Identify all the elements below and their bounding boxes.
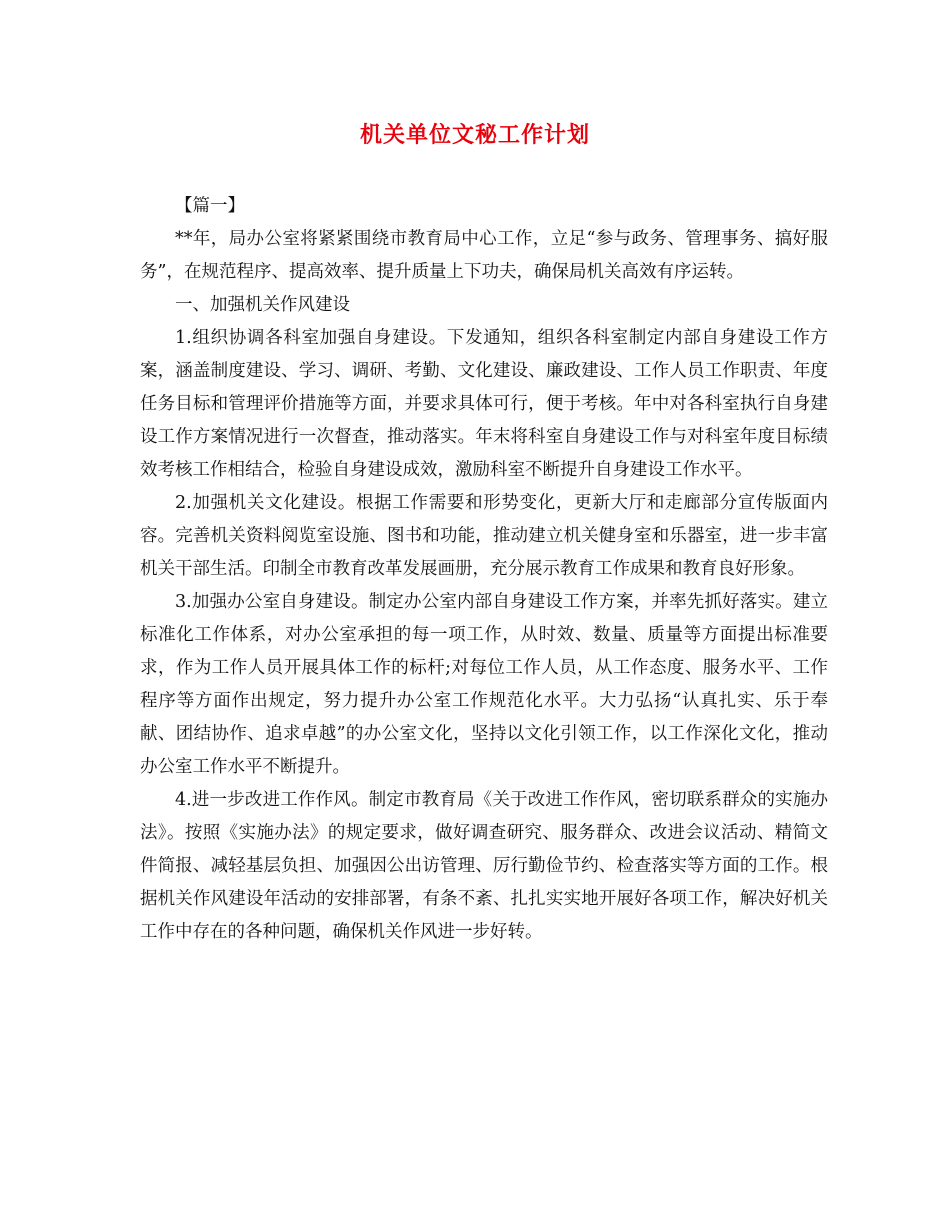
document-body (140, 190, 828, 949)
intro-paragraph: **年，局办公室将紧紧围绕市教育局中心工作，立足“参与政务、管理事务、搞好服务”，在规范程序、提高效率、提升质量上下功夫，确保局机关高效有序运转。 (140, 229, 828, 282)
document-title: 机关单位文秘工作计划 (359, 122, 590, 148)
item-paragraph-3: 3.加强办公室自身建设。制定办公室内部自身建设工作方案，并率先抓好落实。建立标准化工作体系，对办公室承担的每一项工作，从时效、数量、质量等方面提出标准要求，作为工作人员开展具体工作的标杆;对每位工作人员，从工作态度、服务水平、工作程序等方面作出规定，努力提升办公室工作规范化水平。大力弘扬“认真扎实、乐于奉献、团结协作、追求卓越”的办公室文化，坚持以文化引领工作，以工作深化文化，推动办公室工作水平不断提升。 (140, 592, 828, 777)
section-heading: 一、加强机关作风建设 (175, 295, 350, 315)
item-paragraph-2: 2.加强机关文化建设。根据工作需要和形势变化，更新大厅和走廊部分宣传版面内容。完善机关资料阅览室设施、图书和功能，推动建立机关健身室和乐器室，进一步丰富机关干部生活。印制全市教育改革发展画册，充分展示教育工作成果和教育良好形象。 (140, 493, 828, 579)
section-marker: 【篇一】 (175, 196, 245, 216)
item-paragraph-4: 4.进一步改进工作作风。制定市教育局《关于改进工作作风，密切联系群众的实施办法》。按照《实施办法》的规定要求，做好调查研究、服务群众、改进会议活动、精简文件简报、减轻基层负担、加强因公出访管理、厉行勤俭节约、检查落实等方面的工作。根据机关作风建设年活动的安排部署，有条不紊、扎扎实实地开展好各项工作，解决好机关工作中存在的各种问题，确保机关作风进一步好转。 (140, 790, 828, 942)
item-paragraph-1: 1.组织协调各科室加强自身建设。下发通知，组织各科室制定内部自身建设工作方案，涵盖制度建设、学习、调研、考勤、文化建设、廉政建设、工作人员工作职责、年度任务目标和管理评价措施等方面，并要求具体可行，便于考核。年中对各科室执行自身建设工作方案情况进行一次督查，推动落实。年末将科室自身建设工作与对科室年度目标绩效考核工作相结合，检验自身建设成效，激励科室不断提升自身建设工作水平。 (140, 328, 828, 480)
